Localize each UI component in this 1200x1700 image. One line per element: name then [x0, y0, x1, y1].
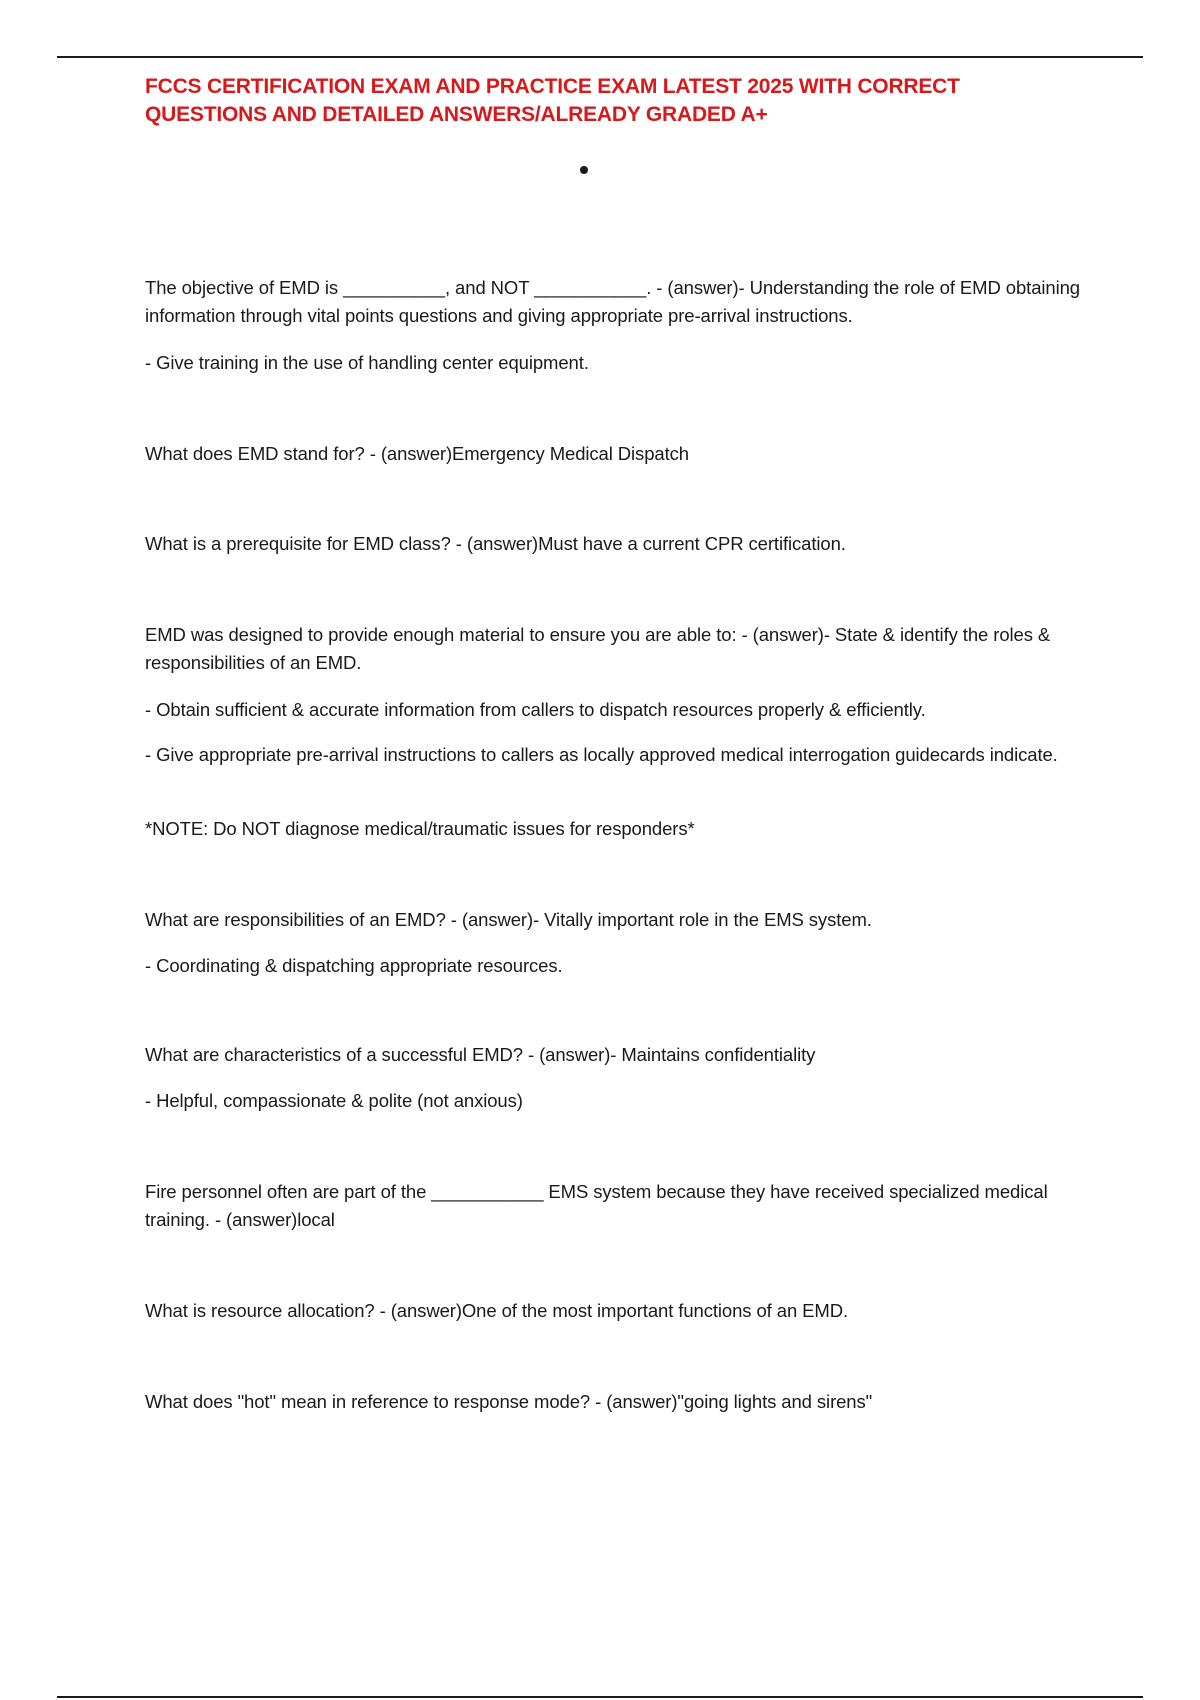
bullet-point: [580, 166, 588, 174]
paragraph-3: What does EMD stand for? - (answer)Emergency Medical Dispatch: [145, 443, 689, 464]
bottom-rule: [57, 1696, 1143, 1698]
paragraph-6: - Obtain sufficient & accurate information from callers to dispatch resources properly & efficiently.: [145, 699, 926, 720]
paragraph-7: - Give appropriate pre-arrival instructions to callers as locally approved medical interrogation guidecards indicate.: [145, 744, 1058, 765]
paragraph-8: *NOTE: Do NOT diagnose medical/traumatic issues for responders*: [145, 818, 695, 839]
paragraph-12: - Helpful, compassionate & polite (not anxious): [145, 1090, 523, 1111]
paragraph-2: - Give training in the use of handling center equipment.: [145, 352, 589, 373]
paragraph-15: What does "hot" mean in reference to response mode? - (answer)"going lights and sirens": [145, 1391, 873, 1412]
paragraph-13: Fire personnel often are part of the ___________ EMS system because they have received specialized medical training. - (answer)local: [145, 1181, 1048, 1230]
paragraph-9: What are responsibilities of an EMD? - (answer)- Vitally important role in the EMS system.: [145, 909, 872, 930]
paragraph-4: What is a prerequisite for EMD class? - (answer)Must have a current CPR certification.: [145, 533, 846, 554]
paragraph-14: What is resource allocation? - (answer)One of the most important functions of an EMD.: [145, 1300, 849, 1321]
paragraph-5: EMD was designed to provide enough material to ensure you are able to: - (answer)- State & identify the roles & responsibilities of an EMD.: [145, 624, 1051, 673]
paragraph-1: The objective of EMD is __________, and NOT ___________. - (answer)- Understanding the role of EMD obtaining information through vital points questions and giving appropriate pre-arrival instructions.: [145, 277, 1080, 326]
top-rule: [57, 56, 1143, 58]
paragraph-10: - Coordinating & dispatching appropriate resources.: [145, 955, 563, 976]
paragraph-11: What are characteristics of a successful EMD? - (answer)- Maintains confidentiality: [145, 1044, 816, 1065]
document-title: FCCS CERTIFICATION EXAM AND PRACTICE EXAM LATEST 2025 WITH CORRECT QUESTIONS AND DETAILED ANSWERS/ALREADY GRADED A+: [145, 75, 960, 126]
